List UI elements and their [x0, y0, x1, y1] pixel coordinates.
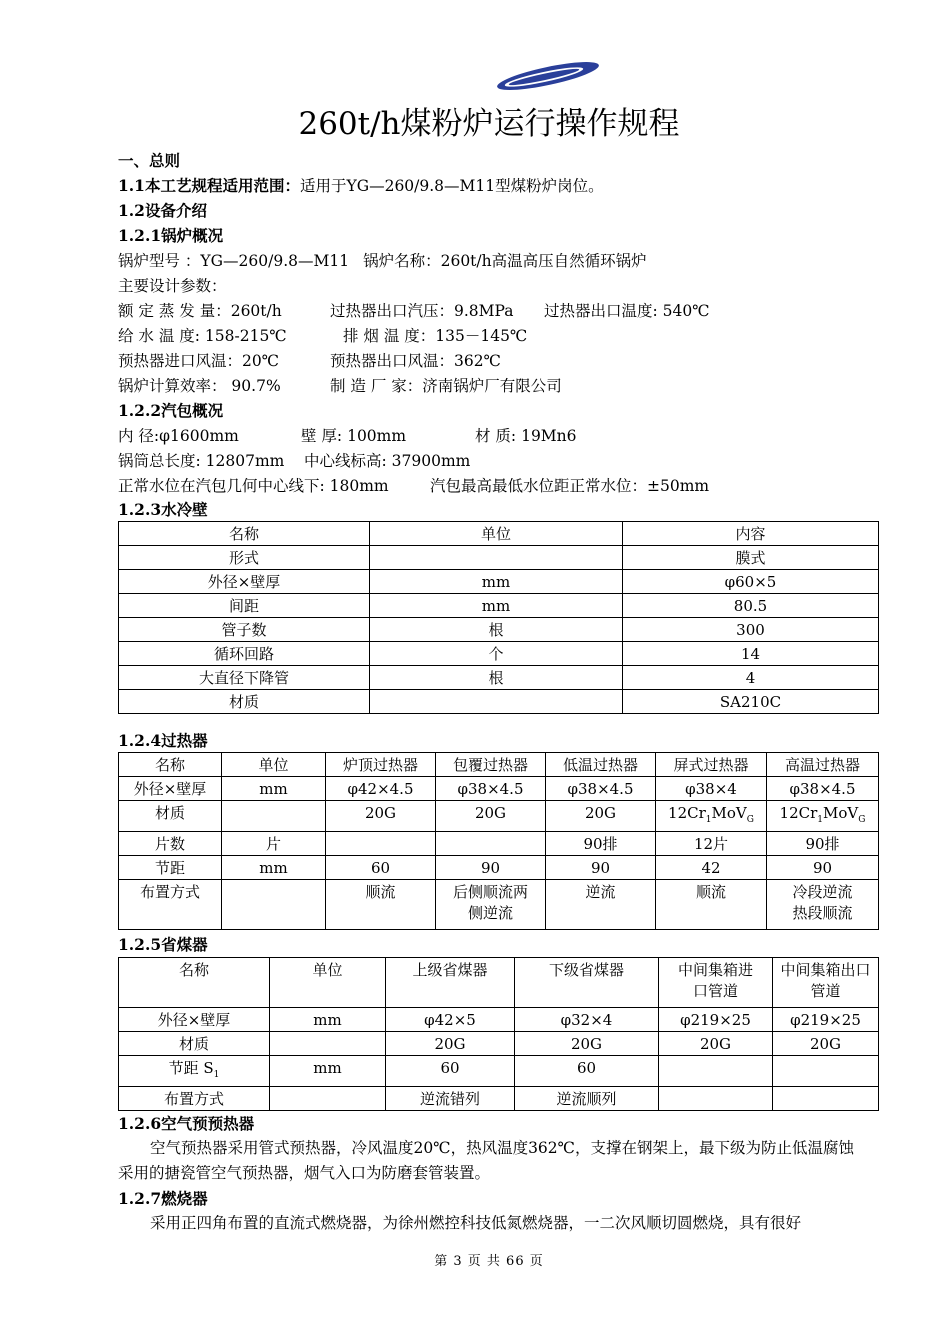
table-row: 布置方式 顺流 后侧顺流两侧逆流 逆流 顺流 冷段逆流热段顺流	[119, 880, 879, 930]
boiler-model-line	[118, 251, 647, 271]
table-cell: 个	[370, 642, 623, 666]
burner-paragraph: 采用正四角布置的直流式燃烧器，为徐州燃控科技低氮燃烧器，一二次风顺切圆燃烧，具有很好	[150, 1214, 802, 1232]
table-cell	[370, 690, 623, 714]
table-row: 外径×壁厚 mm φ42×4.5 φ38×4.5 φ38×4.5 φ38×4 φ38×4.5	[119, 777, 879, 801]
sh-pressure: 过热器出口汽压：9.8MPa	[330, 302, 514, 320]
drum-level: 正常水位在汽包几何中心线下: 180mm	[118, 477, 389, 495]
table-cell: 间距	[119, 594, 370, 618]
table-cell: 外径×壁厚	[119, 570, 370, 594]
table-row: 材质 20G 20G 20G $12Cr_1MoV_G$ $12Cr_1MoV_G$	[119, 801, 879, 832]
section-heading: 1.2设备介绍	[118, 201, 207, 220]
table-row: 节距 mm 60 90 90 42 90	[119, 856, 879, 880]
ph-out: 预热器出口风温：362℃	[330, 352, 501, 370]
drum-row-3	[118, 476, 709, 496]
table-cell: 300	[623, 618, 879, 642]
table-cell: 14	[623, 642, 879, 666]
pitch-label-cell: 节距 $S_1$	[119, 1056, 270, 1087]
water-wall-table	[118, 521, 879, 714]
params-row-1	[118, 301, 710, 321]
section-heading: 1.2.5省煤器	[118, 935, 208, 954]
scope-heading: 1.1本工艺规程适用范围：	[118, 176, 300, 195]
table-row: 节距 $S_1$ mm 60 60	[119, 1056, 879, 1087]
company-logo-icon	[494, 60, 602, 92]
design-params-label: 主要设计参数：	[118, 277, 227, 295]
boiler-model: 锅炉型号 ：YG—260/9.8—M11	[118, 252, 350, 270]
table-cell: φ60×5	[623, 570, 879, 594]
table-row	[119, 690, 879, 714]
drum-center: 中心线标高: 37900mm	[304, 452, 471, 470]
rated-steam: 额 定 蒸 发 量：260t/h	[118, 302, 282, 320]
ph-in: 预热器进口风温：20℃	[118, 352, 280, 370]
params-row-3	[118, 351, 501, 371]
air-preheater-paragraph: 空气预热器采用管式预热器，冷风温度20℃，热风温度362℃，支撑在钢架上，最下级为防止低温腐蚀采用的搪瓷管空气预热器，烟气入口为防磨套管装置。	[118, 1139, 854, 1182]
table-cell: mm	[370, 594, 623, 618]
drum-range: 汽包最高最低水位距正常水位：±50mm	[430, 477, 710, 495]
flue-temp: 排 烟 温 度：135－145℃	[343, 327, 528, 345]
table-cell: 80.5	[623, 594, 879, 618]
table-cell: 管子数	[119, 618, 370, 642]
table-row: 片数 片 90排 12片 90排	[119, 832, 879, 856]
table-cell: 4	[623, 666, 879, 690]
drum-id: 内 径:φ1600mm	[118, 427, 239, 445]
scope-line	[118, 176, 604, 196]
table-row: 名称 单位 炉顶过热器 包覆过热器 低温过热器 屏式过热器 高温过热器	[119, 753, 879, 777]
table-row	[119, 666, 879, 690]
superheater-table	[118, 752, 879, 930]
efficiency: 锅炉计算效率： 90.7%	[118, 377, 281, 395]
drum-wall: 壁 厚: 100mm	[301, 427, 407, 445]
table-cell: 形式	[119, 546, 370, 570]
table-cell: 膜式	[623, 546, 879, 570]
economizer-table	[118, 957, 879, 1111]
material-cell: $12Cr_1MoV_G$	[656, 801, 767, 832]
section-heading: 1.2.2汽包概况	[118, 401, 224, 420]
table-cell: 根	[370, 666, 623, 690]
table-row: 外径×壁厚 mm φ42×5 φ32×4 φ219×25 φ219×25	[119, 1008, 879, 1032]
table-row	[119, 522, 879, 546]
params-row-2	[118, 326, 527, 346]
table-row	[119, 618, 879, 642]
section-heading: 1.2.7燃烧器	[118, 1189, 208, 1208]
section-heading: 一、总则	[118, 151, 181, 170]
page-footer: 第 3 页 共 66 页	[434, 1254, 544, 1269]
drum-mat: 材 质: 19Mn6	[475, 427, 577, 445]
table-row	[119, 570, 879, 594]
table-cell: 单位	[370, 522, 623, 546]
table-cell: 循环回路	[119, 642, 370, 666]
table-cell: 名称	[119, 522, 370, 546]
table-row: 材质 20G 20G 20G 20G	[119, 1032, 879, 1056]
drum-length: 锅筒总长度: 12807mm	[118, 452, 285, 470]
table-cell: mm	[370, 570, 623, 594]
section-heading: 1.2.4过热器	[118, 731, 208, 750]
table-row	[119, 546, 879, 570]
table-cell: 大直径下降管	[119, 666, 370, 690]
table-row	[119, 594, 879, 618]
table-cell	[370, 546, 623, 570]
table-cell: 材质	[119, 690, 370, 714]
table-cell: 根	[370, 618, 623, 642]
table-row	[119, 642, 879, 666]
material-cell: $12Cr_1MoV_G$	[767, 801, 879, 832]
table-row: 布置方式 逆流错列 逆流顺列	[119, 1087, 879, 1111]
maker: 制 造 厂 家：济南锅炉厂有限公司	[330, 377, 562, 395]
drum-row-1	[118, 426, 577, 446]
section-heading: 1.2.3水冷壁	[118, 500, 208, 519]
drum-row-2	[118, 451, 470, 471]
scope-text: 适用于YG—260/9.8—M11型煤粉炉岗位。	[299, 177, 604, 195]
fw-temp: 给 水 温 度: 158-215℃	[118, 327, 287, 345]
table-cell: 内容	[623, 522, 879, 546]
table-row: 名称 单位 上级省煤器 下级省煤器 中间集箱进口管道 中间集箱出口管道	[119, 958, 879, 1008]
page-title: 260t/h煤粉炉运行操作规程	[298, 106, 680, 142]
sh-temp: 过热器出口温度: 540℃	[544, 302, 710, 320]
params-row-4	[118, 376, 562, 396]
section-heading: 1.2.1锅炉概况	[118, 226, 224, 245]
boiler-name: 锅炉名称：260t/h高温高压自然循环锅炉	[363, 252, 647, 270]
section-heading: 1.2.6空气预预热器	[118, 1114, 255, 1133]
table-cell: SA210C	[623, 690, 879, 714]
